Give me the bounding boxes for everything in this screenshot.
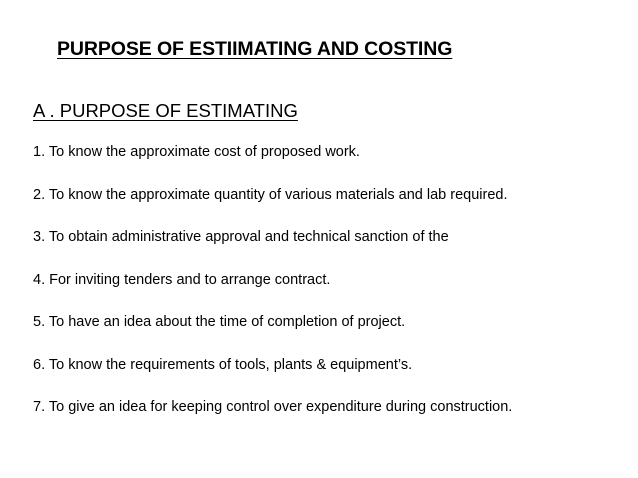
section-heading: A . PURPOSE OF ESTIMATING [33, 100, 298, 121]
list-item: 1. To know the approximate cost of proposed work. [33, 144, 360, 160]
list-item: 6. To know the requirements of tools, plants & equipment’s. [33, 356, 413, 373]
list-item: 5. To have an idea about the time of completion of project. [33, 314, 406, 330]
slide-title: PURPOSE OF ESTIIMATING AND COSTING [57, 38, 453, 60]
list-item: 2. To know the approximate quantity of various materials and lab required. [33, 186, 508, 203]
list-item: 4. For inviting tenders and to arrange contract. [33, 271, 331, 288]
list-item: 3. To obtain administrative approval and technical sanction of the [33, 229, 449, 245]
purpose-list [33, 143, 512, 441]
list-item: 7. To give an idea for keeping control over expenditure during construction. [33, 399, 513, 415]
